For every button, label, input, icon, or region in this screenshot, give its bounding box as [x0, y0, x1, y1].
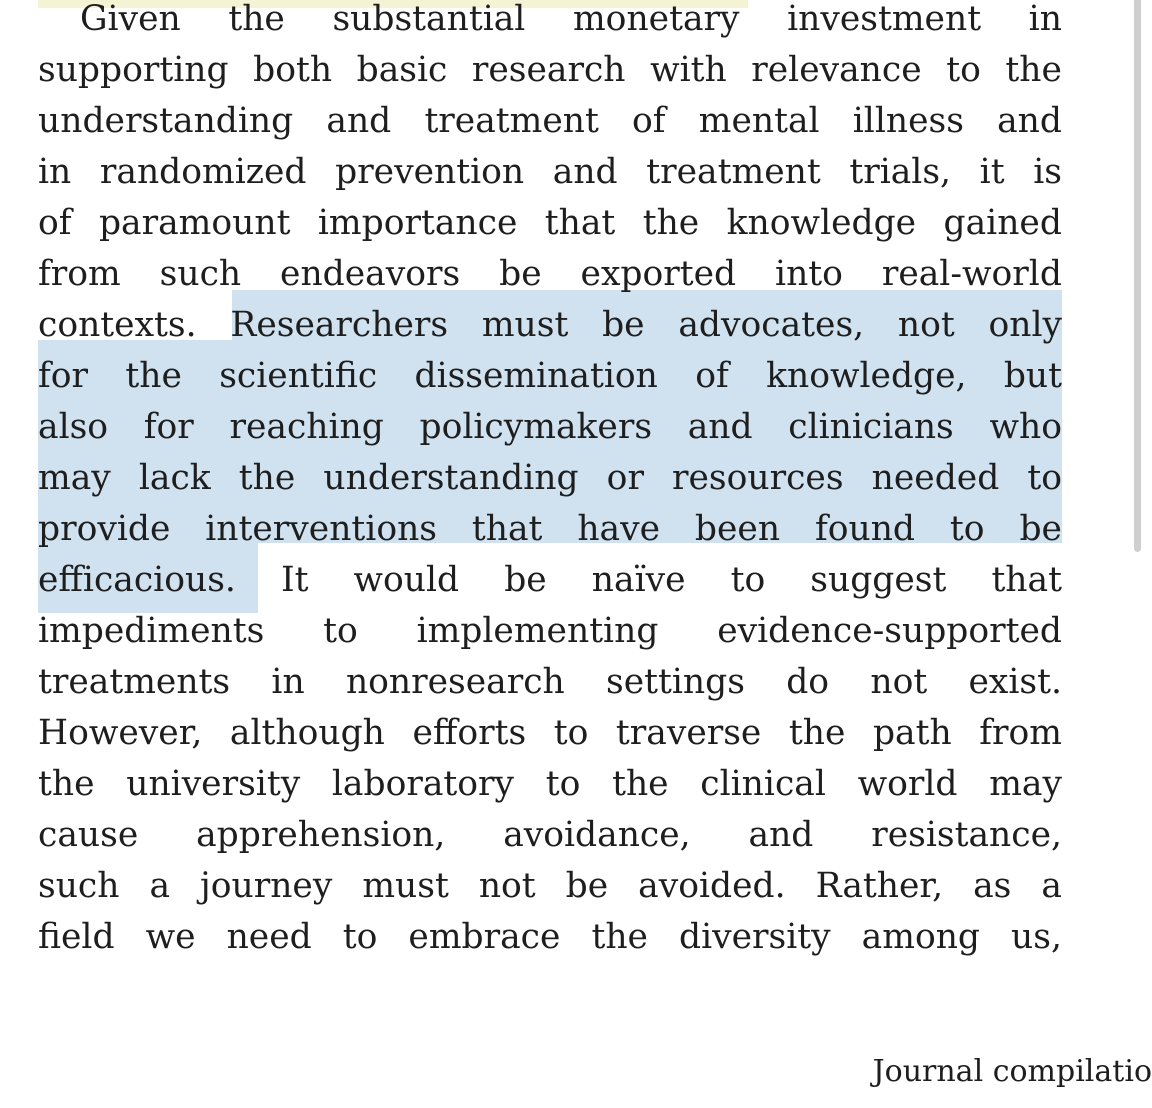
text-line: understanding and treatment of mental illness and: [38, 101, 1062, 141]
text-line: supporting both basic research with relevance to the: [38, 50, 1062, 90]
scrollbar[interactable]: [1134, 0, 1141, 552]
text-line: for the scientific dissemination of knowledge, but: [38, 356, 1062, 396]
text-line: such a journey must not be avoided. Rather, as a: [38, 866, 1062, 906]
text-line: may lack the understanding or resources needed to: [38, 458, 1062, 498]
text-line: contexts. Researchers must be advocates, not only: [38, 305, 1062, 345]
text-line: the university laboratory to the clinical world may: [38, 764, 1062, 804]
body-paragraph: [38, 0, 1062, 963]
text-line: also for reaching policymakers and clinicians who: [38, 407, 1062, 447]
text-line: field we need to embrace the diversity among us,: [38, 917, 1062, 957]
text-line: from such endeavors be exported into real-world: [38, 254, 1062, 294]
text-line: impediments to implementing evidence-supported: [38, 611, 1062, 651]
text-line: of paramount importance that the knowledge gained: [38, 203, 1062, 243]
text-line: efficacious. It would be naïve to suggest that: [38, 560, 1062, 600]
text-line: cause apprehension, avoidance, and resistance,: [38, 815, 1062, 855]
text-line: provide interventions that have been found to be: [38, 509, 1062, 549]
journal-footer: Journal compilatio: [872, 1054, 1152, 1089]
text-line: treatments in nonresearch settings do not exist.: [38, 662, 1062, 702]
text-line: Given the substantial monetary investment in: [80, 0, 1062, 39]
text-line: in randomized prevention and treatment trials, it is: [38, 152, 1062, 192]
text-line: However, although efforts to traverse the path from: [38, 713, 1062, 753]
